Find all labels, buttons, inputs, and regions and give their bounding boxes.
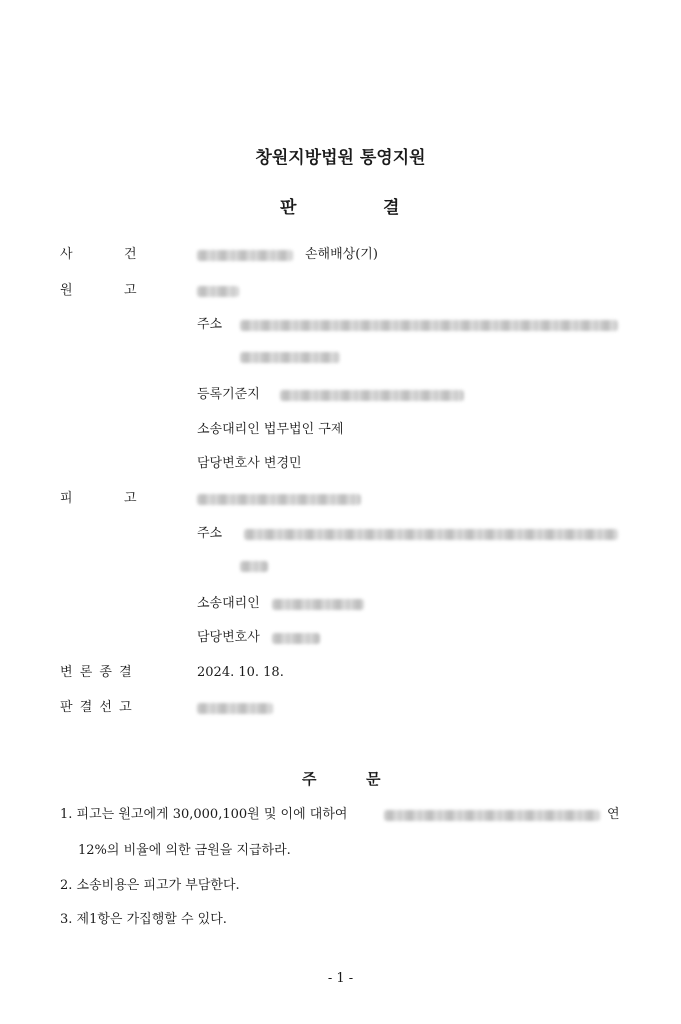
redacted-defendant-lawyer — [272, 633, 320, 644]
closing-date: 2024. 10. 18. — [197, 665, 284, 680]
title-char-pan: 판 — [280, 198, 297, 218]
ruling-heading-second: 문 — [366, 770, 381, 788]
case-label-first: 사 — [60, 247, 73, 262]
plaintiff-lawyer: 담당변호사 변경민 — [197, 456, 302, 471]
redacted-defendant-address — [244, 529, 618, 540]
defendant-label-first: 피 — [60, 491, 73, 506]
plaintiff-label-first: 원 — [60, 283, 73, 298]
redacted-plaintiff-registered — [280, 390, 464, 401]
ruling-heading-first: 주 — [302, 770, 317, 788]
plaintiff-address-label: 주소 — [197, 317, 223, 332]
redacted-defendant-address-cont — [240, 561, 268, 572]
plaintiff-registered-label: 등록기준지 — [197, 387, 260, 402]
defendant-label-second: 고 — [124, 491, 137, 506]
plaintiff-attorney: 소송대리인 법무법인 구제 — [197, 422, 344, 437]
defendant-lawyer-label: 담당변호사 — [197, 630, 260, 645]
ruling-item-1-tail: 연 — [607, 807, 620, 822]
redacted-plaintiff-address — [240, 320, 618, 331]
ruling-item-1-cont: 12%의 비율에 의한 금원을 지급하라. — [78, 843, 291, 858]
redacted-plaintiff-name — [197, 286, 239, 297]
redacted-defendant-attorney — [272, 599, 364, 610]
case-name: 손해배상(기) — [305, 247, 378, 262]
title-char-gyeol: 결 — [383, 198, 400, 218]
defendant-attorney-label: 소송대리인 — [197, 596, 260, 611]
ruling-item-1: 1. 피고는 원고에게 30,000,100원 및 이에 대하여 — [60, 807, 348, 822]
redacted-plaintiff-address-cont — [240, 352, 340, 363]
case-label-second: 건 — [124, 247, 137, 262]
court-name: 창원지방법원 통영지원 — [255, 148, 426, 168]
redacted-defendant-name — [197, 494, 361, 505]
ruling-item-2: 2. 소송비용은 피고가 부담한다. — [60, 878, 240, 893]
ruling-item-3: 3. 제1항은 가집행할 수 있다. — [60, 912, 227, 927]
sentence-label: 판 결 선 고 — [60, 700, 132, 715]
defendant-address-label: 주소 — [197, 526, 223, 541]
redacted-ruling-date-range — [384, 810, 600, 821]
page-number: - 1 - — [327, 971, 354, 986]
closing-label: 변 론 종 결 — [60, 665, 132, 680]
redacted-sentence-date — [197, 703, 273, 714]
plaintiff-label-second: 고 — [124, 283, 137, 298]
redacted-case-number — [197, 250, 293, 261]
